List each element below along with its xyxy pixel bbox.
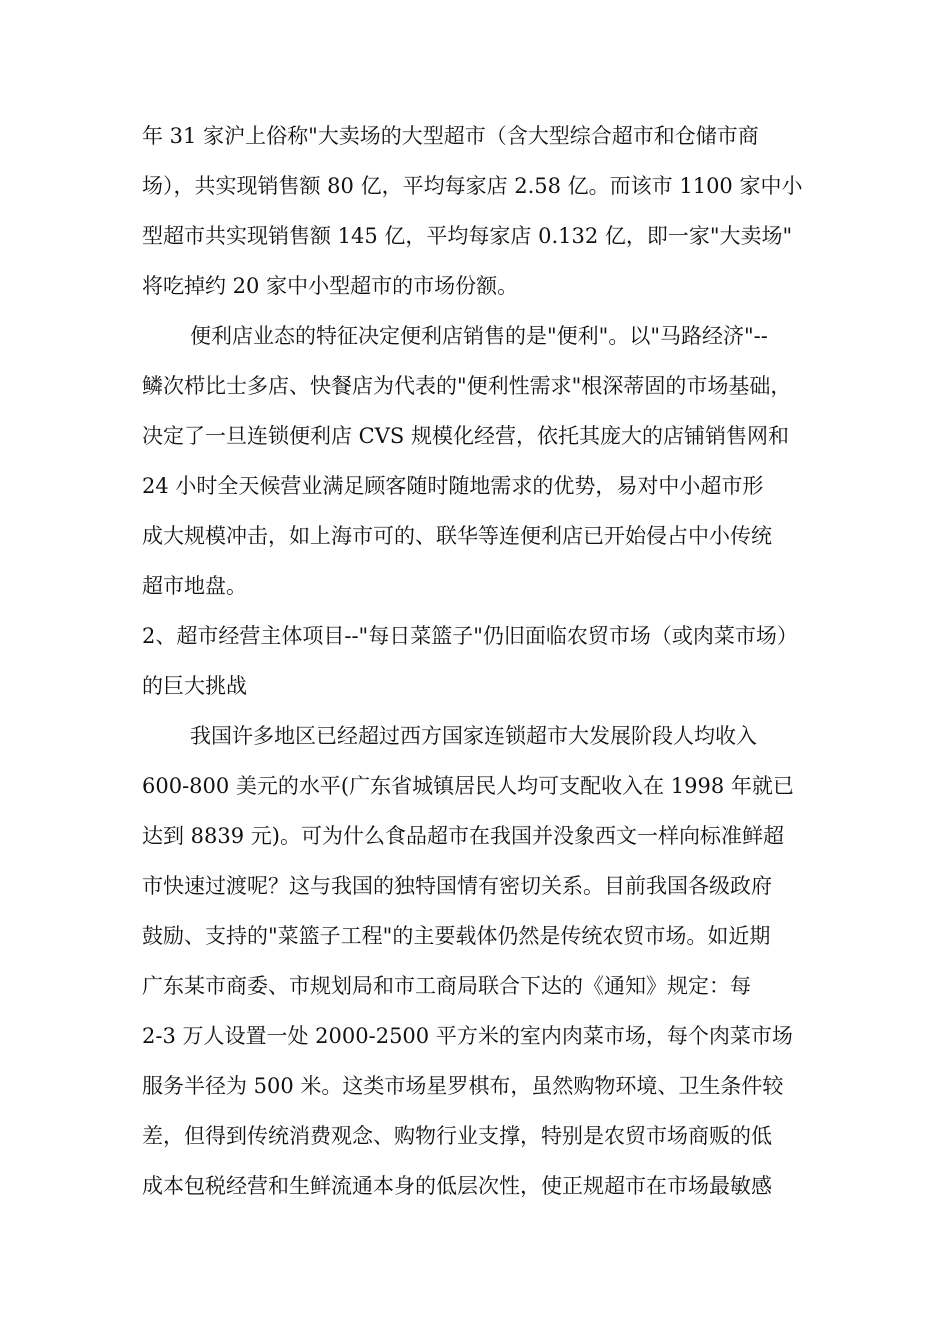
- text-line: 市快速过渡呢？这与我国的独特国情有密切关系。目前我国各级政府: [142, 874, 772, 898]
- text-line: 差，但得到传统消费观念、购物行业支撑，特别是农贸市场商贩的低: [142, 1124, 772, 1148]
- text-line: 年 31 家沪上俗称"大卖场的大型超市（含大型综合超市和仓储市商: [142, 124, 759, 148]
- text-line: 24 小时全天候营业满足顾客随时随地需求的优势，易对中小超市形: [142, 474, 764, 498]
- text-line: 鳞次栉比士多店、快餐店为代表的"便利性需求"根深蒂固的市场基础，: [142, 374, 792, 398]
- text-line: 600-800 美元的水平(广东省城镇居民人均可支配收入在 1998 年就已: [142, 774, 794, 798]
- text-line: 鼓励、支持的"菜篮子工程"的主要载体仍然是传统农贸市场。如近期: [142, 924, 771, 948]
- paragraph-first-line: 我国许多地区已经超过西方国家连锁超市大发展阶段人均收入: [190, 724, 757, 748]
- text-line: 成大规模冲击，如上海市可的、联华等连便利店已开始侵占中小传统: [142, 524, 772, 548]
- section-heading-continued: 的巨大挑战: [142, 674, 247, 698]
- text-line: 型超市共实现销售额 145 亿，平均每家店 0.132 亿，即一家"大卖场": [142, 224, 793, 248]
- text-line: 2-3 万人设置一处 2000-2500 平方米的室内肉菜市场，每个肉菜市场: [142, 1024, 793, 1048]
- text-line: 将吃掉约 20 家中小型超市的市场份额。: [142, 274, 519, 298]
- text-line: 超市地盘。: [142, 574, 247, 598]
- text-line: 决定了一旦连锁便利店 CVS 规模化经营，依托其庞大的店铺销售网和: [142, 424, 789, 448]
- text-line: 成本包税经营和生鲜流通本身的低层次性，使正规超市在市场最敏感: [142, 1174, 772, 1198]
- paragraph-first-line: 便利店业态的特征决定便利店销售的是"便利"。以"马路经济"--: [190, 324, 768, 348]
- text-line: 达到 8839 元)。可为什么食品超市在我国并没象西文一样向标准鲜超: [142, 824, 784, 848]
- text-line: 场），共实现销售额 80 亿，平均每家店 2.58 亿。而该市 1100 家中小: [142, 174, 803, 198]
- text-line: 广东某市商委、市规划局和市工商局联合下达的《通知》规定：每: [142, 974, 751, 998]
- section-heading: 2、超市经营主体项目--"每日菜篮子"仍旧面临农贸市场（或肉菜市场）: [142, 624, 798, 648]
- text-line: 服务半径为 500 米。这类市场星罗棋布，虽然购物环境、卫生条件较: [142, 1074, 784, 1098]
